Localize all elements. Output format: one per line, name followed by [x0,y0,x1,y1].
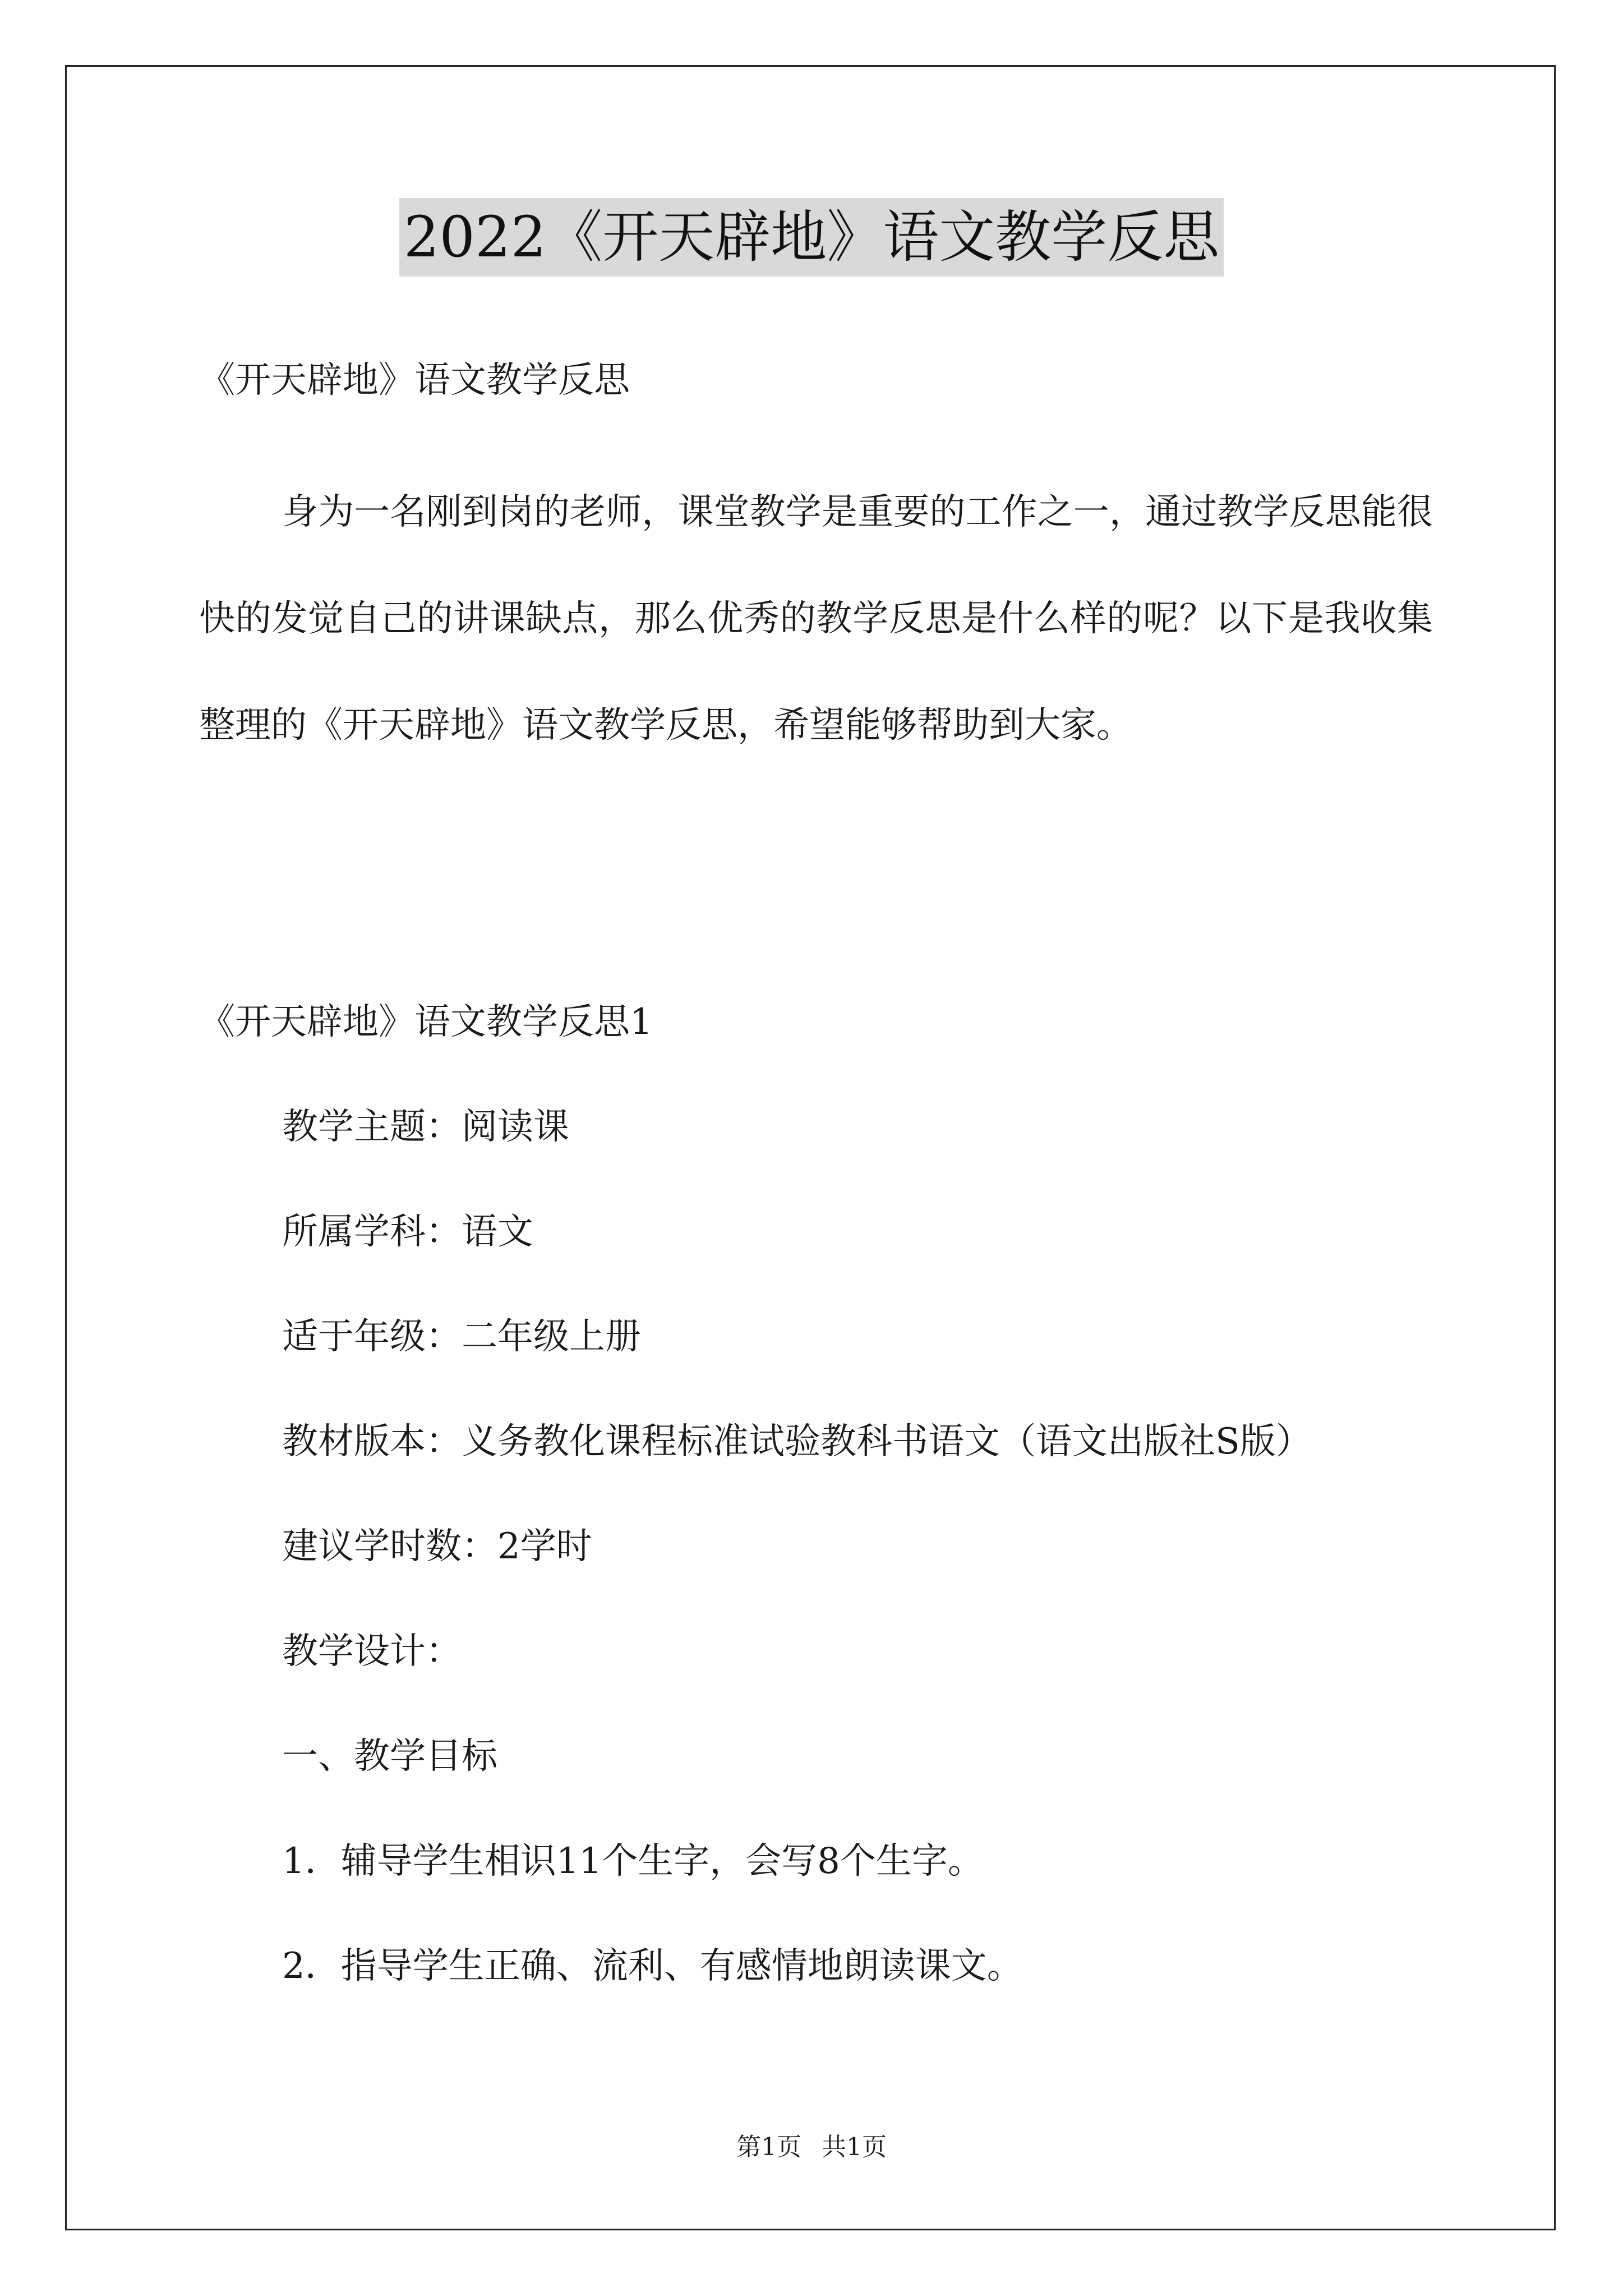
page-number-total: 共1页 [822,2133,887,2161]
page-footer [0,2131,1623,2164]
info-line-topic: 教学主题：阅读课 [282,1106,569,1148]
teaching-design-heading: 教学设计： [282,1631,462,1672]
title-container [0,198,1623,277]
info-line-hours: 建议学时数：2学时 [282,1526,592,1567]
info-line-textbook: 教材版本：义务教化课程标准试验教科书语文（语文出版社S版） [282,1421,1312,1462]
page-number-current: 第1页 [736,2133,801,2161]
document-title: 2022《开天辟地》语文教学反思 [399,198,1224,277]
info-line-subject: 所属学科：语文 [282,1211,533,1253]
section-heading: 《开天辟地》语文教学反思1 [199,1001,653,1043]
goal-item-2: 2．指导学生正确、流利、有感情地朗读课文。 [282,1945,1023,1987]
document-subtitle: 《开天辟地》语文教学反思 [199,360,630,401]
info-line-grade: 适于年级：二年级上册 [282,1316,641,1358]
intro-paragraph: 身为一名刚到岗的老师，课堂教学是重要的工作之一，通过教学反思能很快的发觉自己的讲课缺点，那么优秀的教学反思是什么样的呢？以下是我收集整理的《开天辟地》语文教学反思，希望能够帮助到大家。 [199,491,1433,746]
goal-item-1: 1．辅导学生相识11个生字，会写8个生字。 [282,1841,984,1882]
teaching-goals-heading: 一、教学目标 [282,1736,497,1777]
